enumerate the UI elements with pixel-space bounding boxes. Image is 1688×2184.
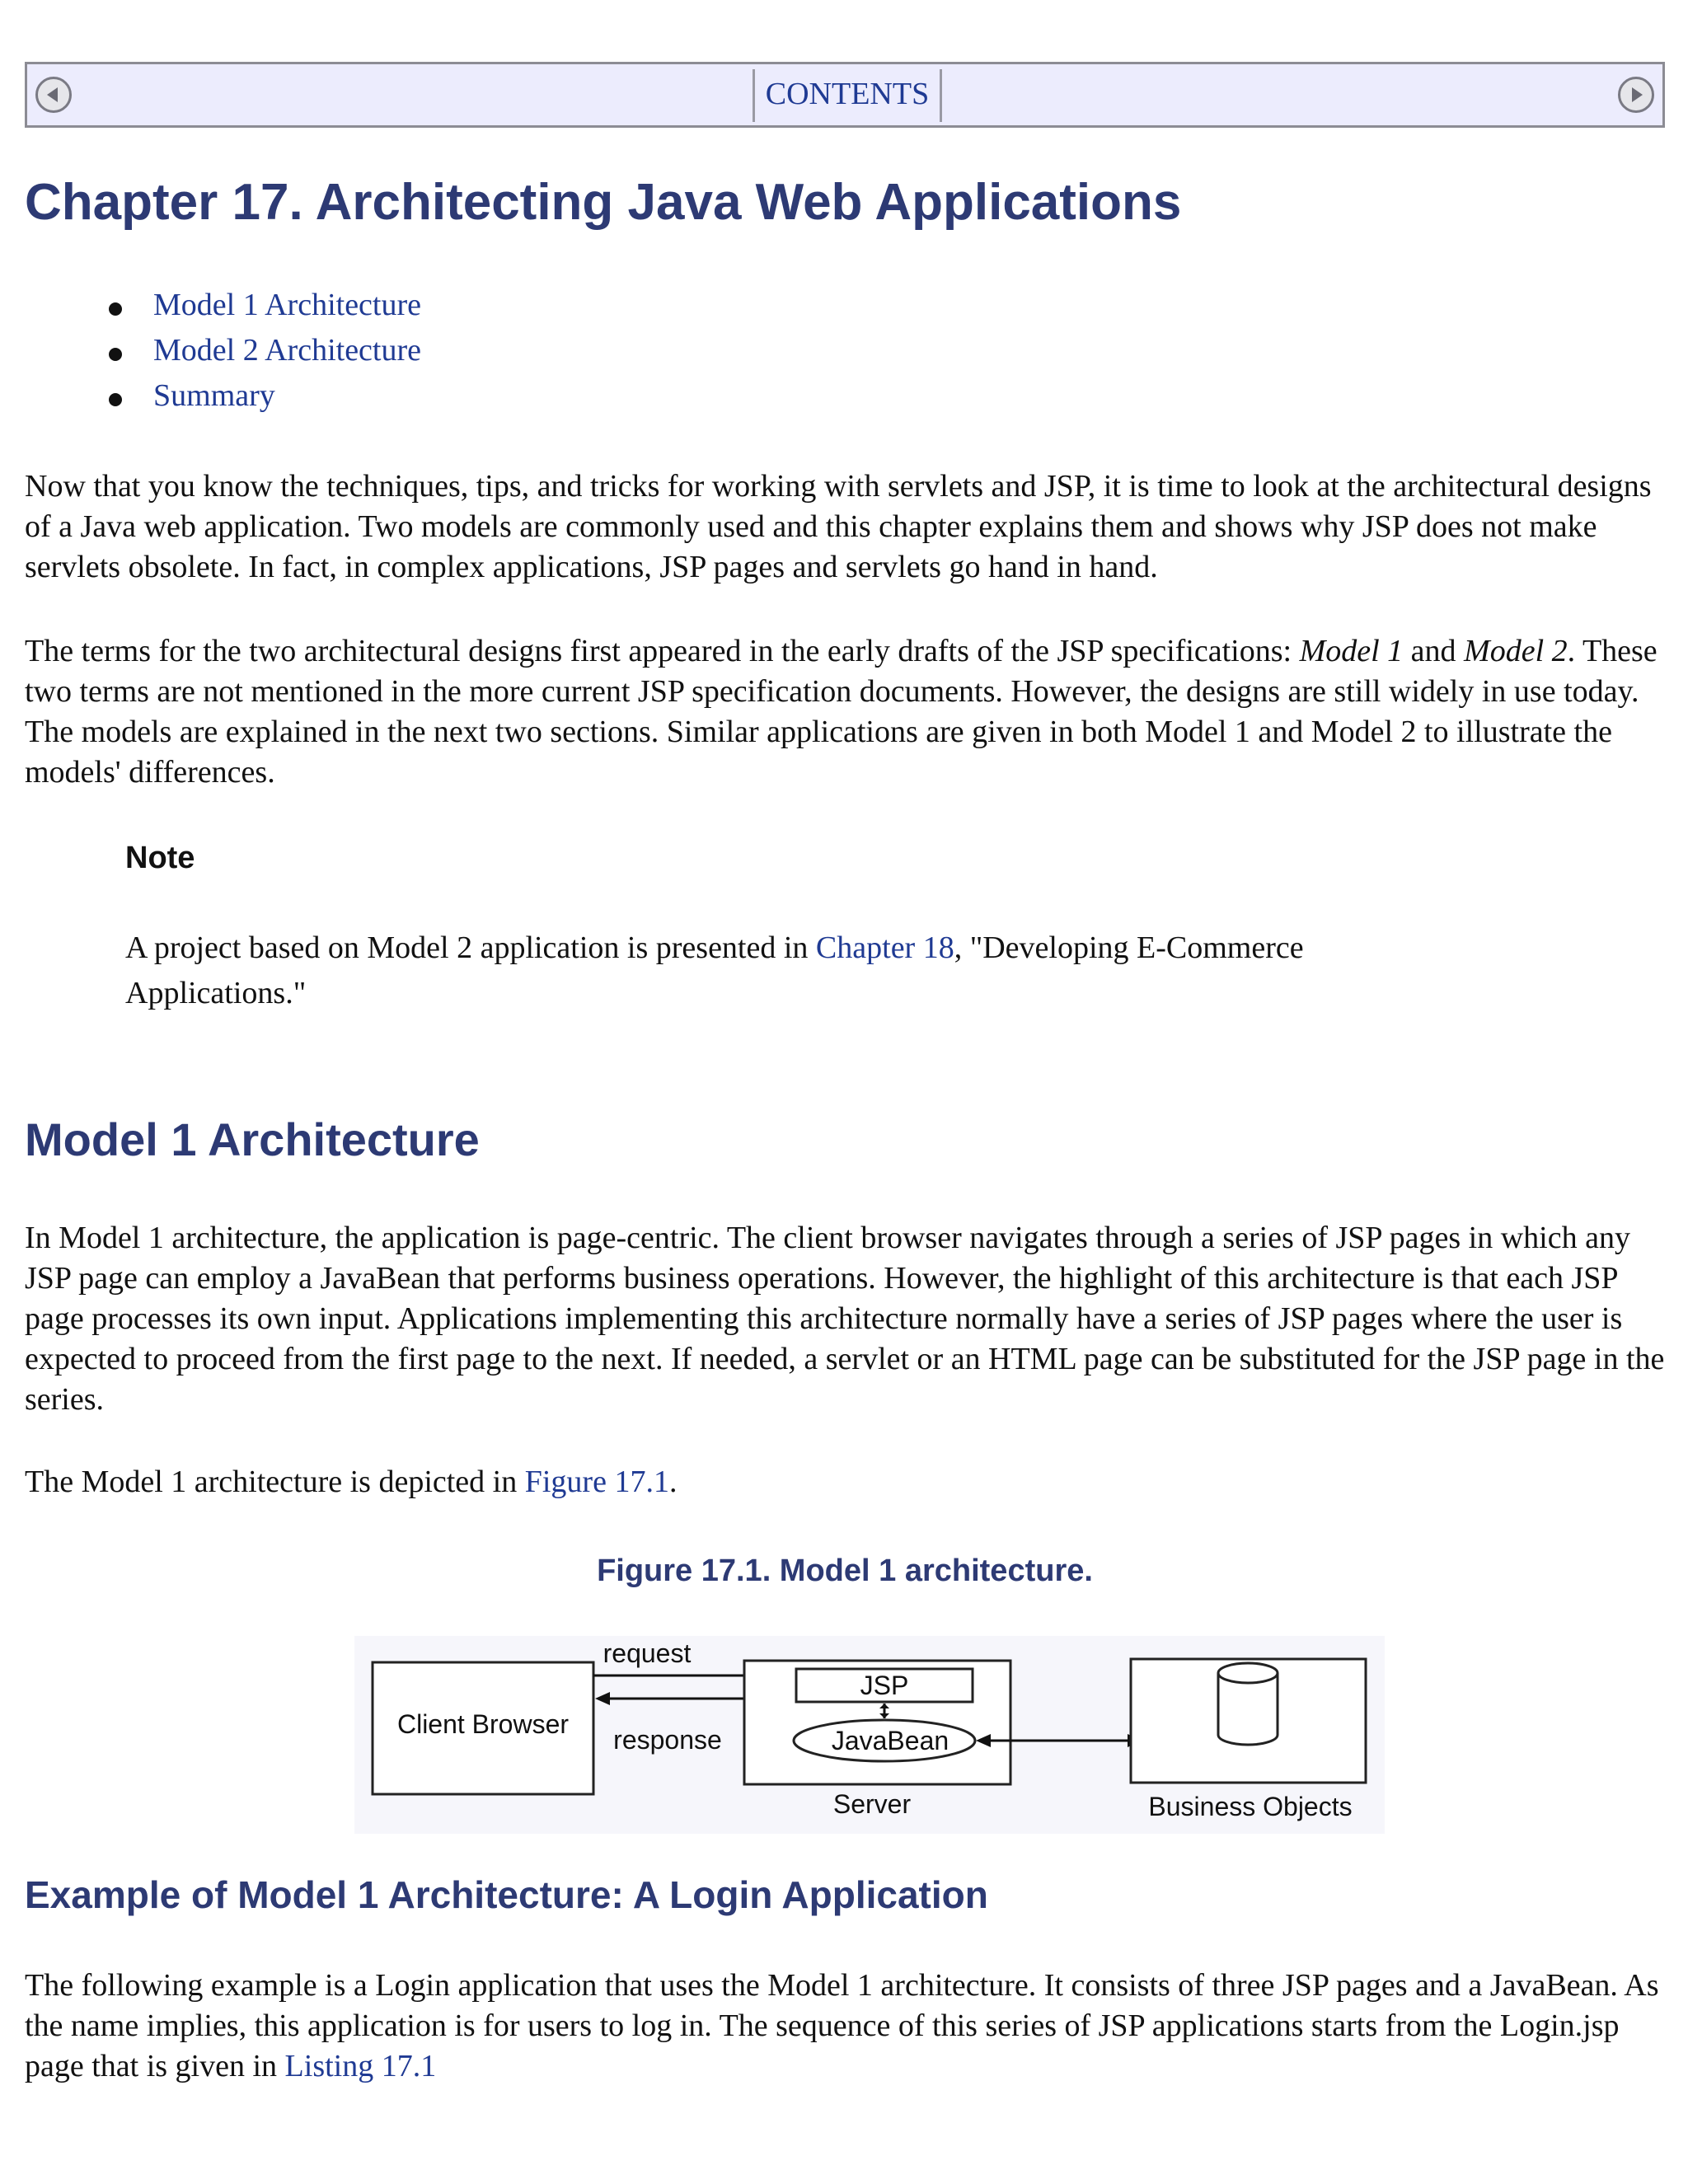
intro-paragraph-1: Now that you know the techniques, tips, and tricks for working with servlets and JSP, it is time to look at the architectural designs of a Java web application. Two models are commonly used and this chapter explains them and shows why JSP does not make servlets obsolete. In fact, in complex applications, JSP pages and servlets go hand in hand. bbox=[25, 469, 1652, 584]
text-span: . These two terms are not mentioned in the more current JSP specification documents. However, the designs are still widely in use today. The models are explained in the next two sections. Similar applications are given in both Model 1 and Model 2 to illustrate the models' differences. bbox=[25, 634, 1658, 790]
note-text bbox=[125, 926, 1477, 1016]
server-label: Server bbox=[832, 1789, 912, 1819]
text-span: A project based on Model 2 application is presented in bbox=[125, 930, 816, 965]
response-label: response bbox=[613, 1725, 722, 1755]
toc-link-summary[interactable]: Summary bbox=[153, 378, 275, 413]
toc-item bbox=[82, 284, 421, 330]
contents-link[interactable]: CONTENTS bbox=[753, 69, 942, 122]
text-span: The terms for the two architectural designs first appeared in the early drafts of the JSP specifications: bbox=[25, 634, 1300, 668]
left-arrow-icon bbox=[43, 84, 64, 105]
jsp-label: JSP bbox=[860, 1671, 909, 1700]
figure-17-1-link[interactable]: Figure 17.1 bbox=[524, 1465, 669, 1499]
section-heading-model1: Model 1 Architecture bbox=[25, 1113, 480, 1165]
chapter-title: Chapter 17. Architecting Java Web Applications bbox=[25, 174, 1182, 231]
right-arrow-icon bbox=[1625, 84, 1647, 105]
navigation-bar bbox=[25, 62, 1665, 128]
javabean-label: JavaBean bbox=[831, 1726, 950, 1755]
figure-caption: Figure 17.1. Model 1 architecture. bbox=[597, 1554, 1093, 1588]
term-model2: Model 2 bbox=[1464, 634, 1568, 668]
previous-page-button[interactable] bbox=[35, 77, 72, 113]
architecture-diagram bbox=[354, 1636, 1385, 1834]
database-cylinder-icon bbox=[1218, 1663, 1278, 1745]
text-span: The Model 1 architecture is depicted in bbox=[25, 1465, 525, 1499]
toc-link-model1[interactable]: Model 1 Architecture bbox=[153, 288, 422, 322]
figure-reference-paragraph bbox=[25, 1462, 1665, 1502]
next-page-button[interactable] bbox=[1618, 77, 1654, 113]
text-span: and bbox=[1403, 634, 1465, 668]
table-of-contents bbox=[82, 284, 421, 420]
intro-paragraph-2 bbox=[25, 631, 1665, 793]
business-objects-label: Business Objects bbox=[1148, 1792, 1353, 1821]
example-heading: Example of Model 1 Architecture: A Login Application bbox=[25, 1873, 988, 1916]
client-browser-label: Client Browser bbox=[396, 1709, 570, 1739]
request-label: request bbox=[603, 1638, 692, 1668]
example-paragraph bbox=[25, 1966, 1665, 2087]
text-span: , "Developing E-Commerce Applications." bbox=[125, 930, 1304, 1010]
note-label: Note bbox=[125, 841, 195, 875]
term-model1: Model 1 bbox=[1299, 634, 1404, 668]
listing-17-1-link[interactable]: Listing 17.1 bbox=[284, 2049, 437, 2083]
toc-item bbox=[82, 375, 421, 420]
text-span: . bbox=[668, 1465, 678, 1499]
toc-item bbox=[82, 330, 421, 375]
model1-architecture-figure bbox=[354, 1636, 1385, 1834]
model1-paragraph: In Model 1 architecture, the application is page-centric. The client browser navigates through a series of JSP pages in which any JSP page can employ a JavaBean that performs business operations. However, the highlight of this architecture is that each JSP page processes its own input. Applications implementing this architecture normally have a series of JSP pages where the user is expected to proceed from the first page to the next. If needed, a servlet or an HTML page can be substituted for the JSP page in the series. bbox=[25, 1221, 1665, 1417]
text-span: The following example is a Login application that uses the Model 1 architecture. It consists of three JSP pages and a JavaBean. As the name implies, this application is for users to log in. The sequence of this series of JSP applications starts from the Login.jsp page that is given in bbox=[25, 1968, 1659, 2083]
chapter-18-link[interactable]: Chapter 18 bbox=[815, 930, 954, 965]
toc-link-model2[interactable]: Model 2 Architecture bbox=[153, 333, 422, 368]
